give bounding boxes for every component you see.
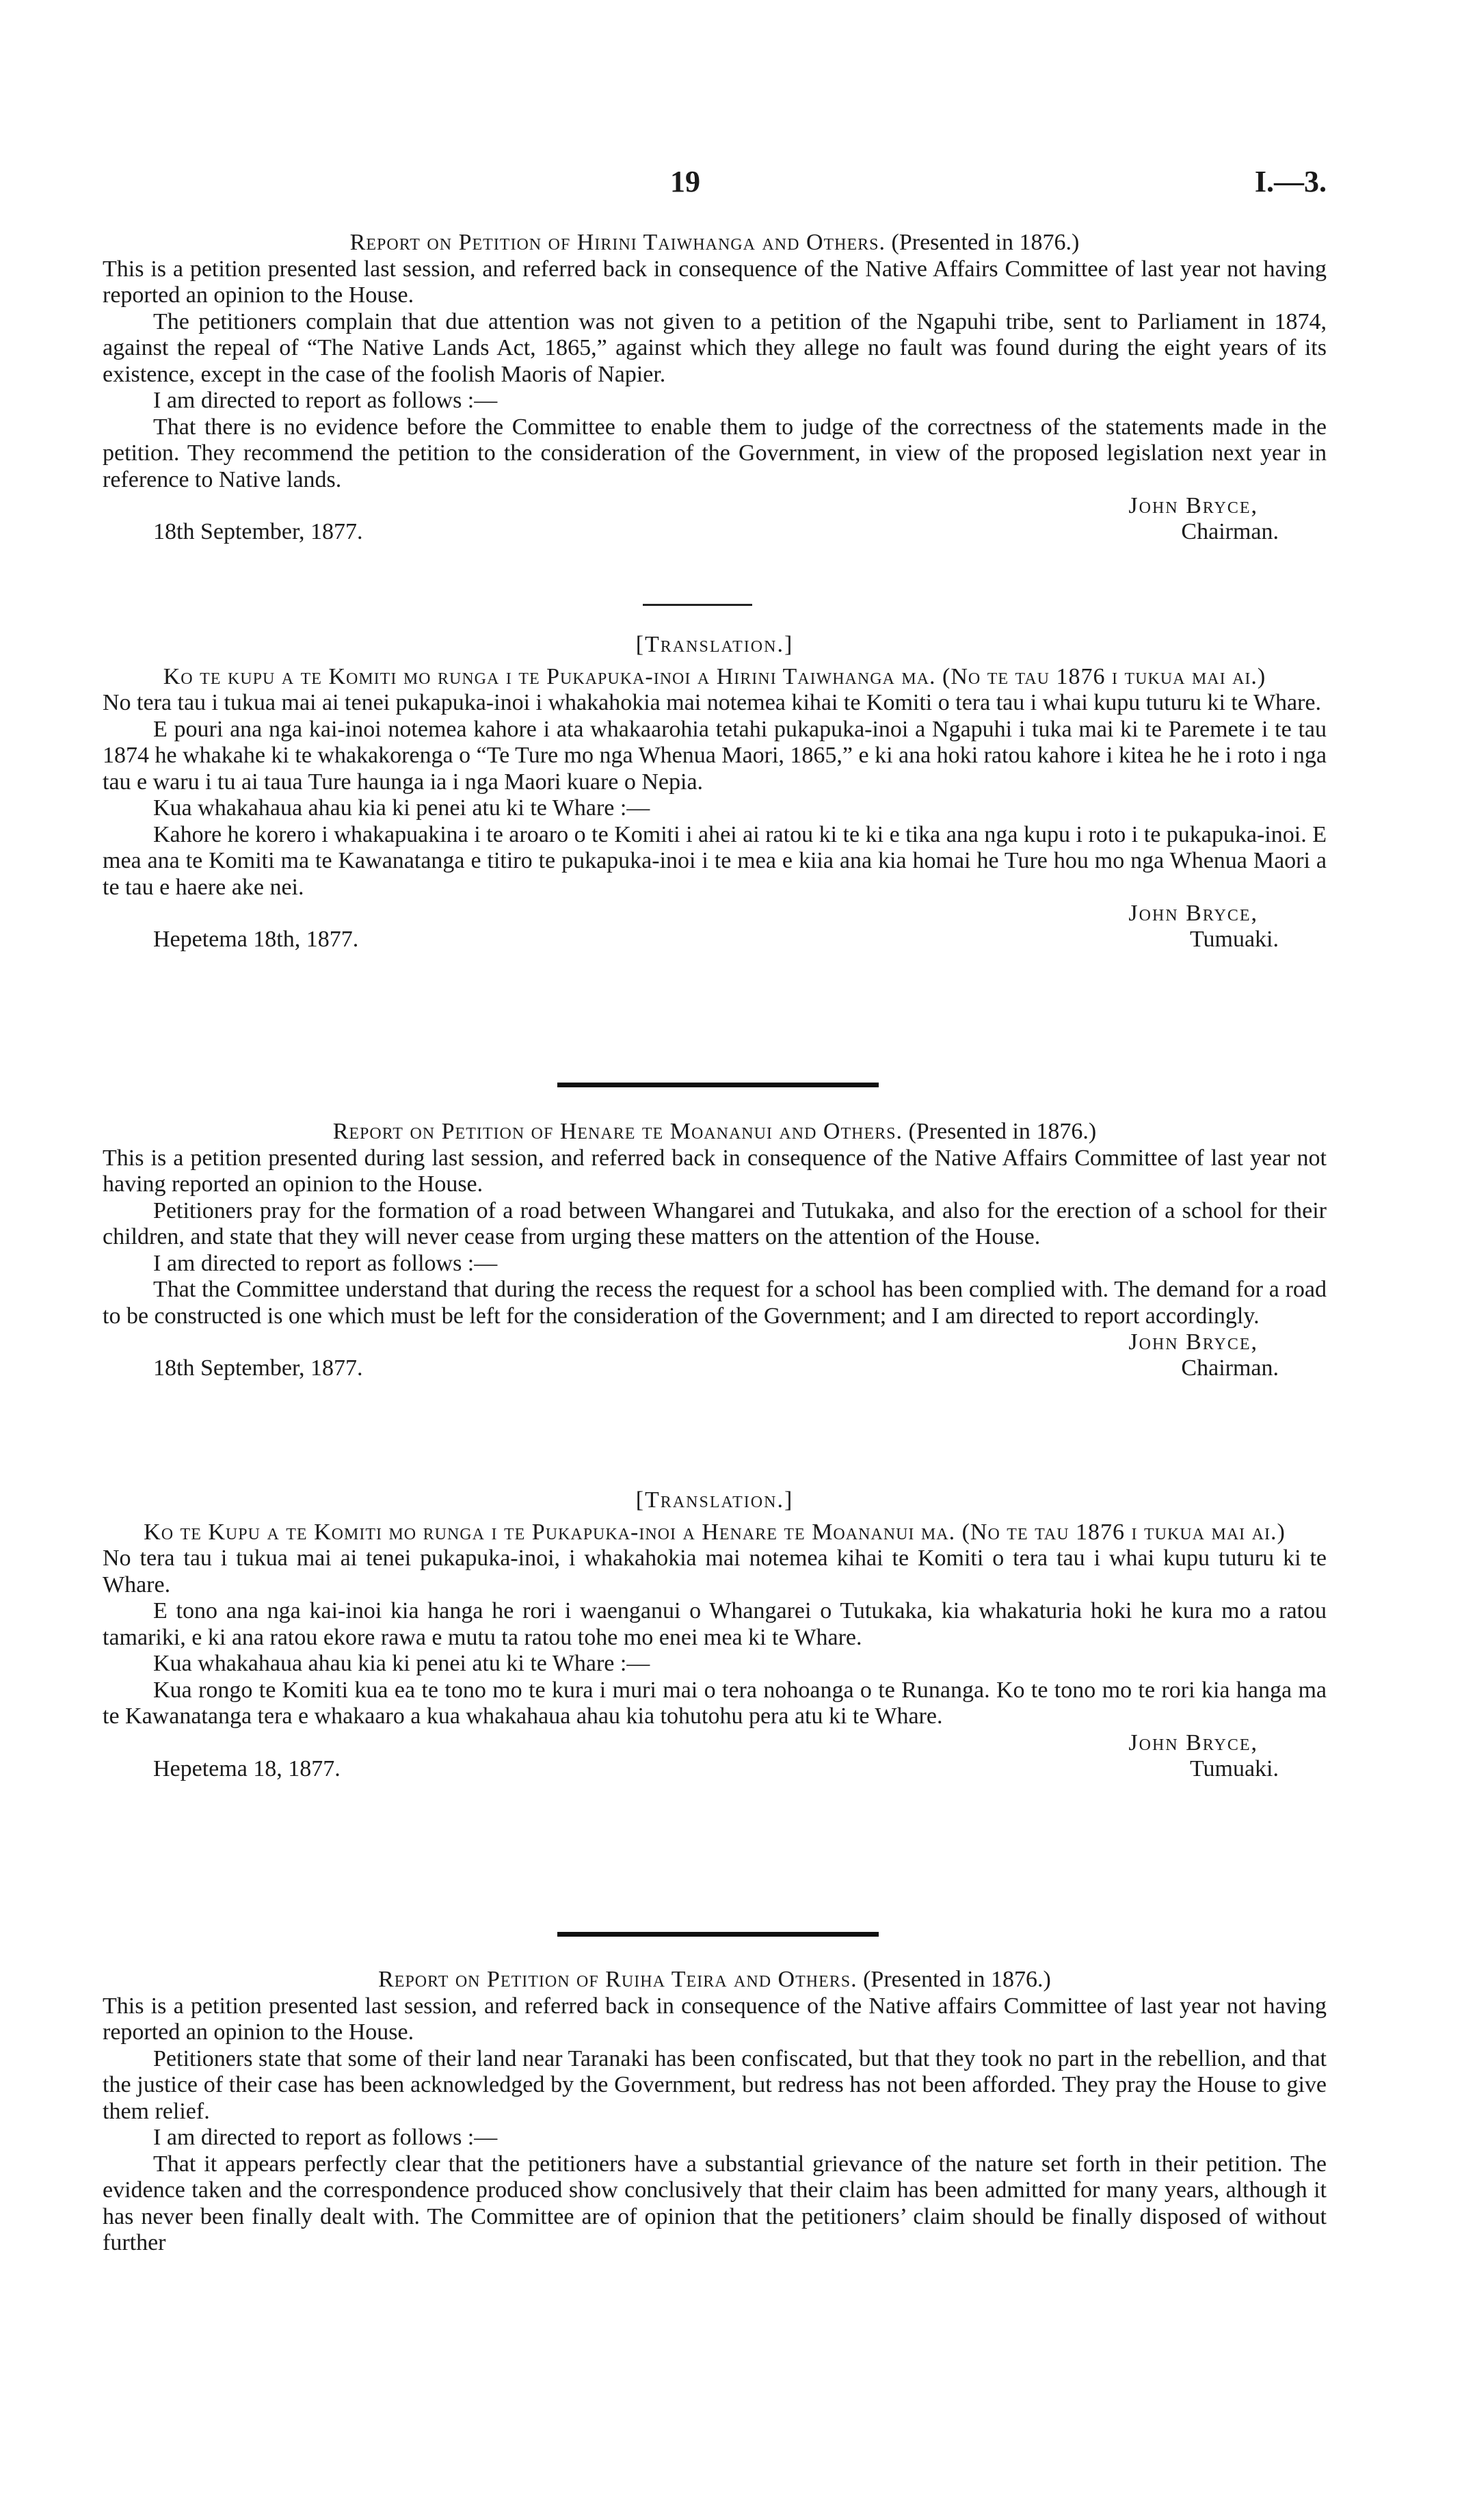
paragraph: This is a petition presented last session, and referred back in consequence of the Native Affairs Committee of last year not having reported an opinion to the House. xyxy=(103,256,1327,308)
translation-title: Ko te Kupu a te Komiti mo runga i te Pukapuka-inoi a Henare te Moananui ma. (No te tau 1876 i tukua mai ai.) xyxy=(144,1519,1286,1545)
report-title-text: Report on Petition of Ruiha Teira and Others. xyxy=(378,1967,858,1992)
translation-henare-te-moananui xyxy=(103,1487,1327,1783)
translation-title: Ko te kupu a te Komiti mo runga i te Pukapuka-inoi a Hirini Taiwhanga ma. (No te tau 1876 i tukua mai ai.) xyxy=(163,663,1266,689)
translation-hirini-taiwhanga xyxy=(103,632,1327,953)
report-title-presented: (Presented in 1876.) xyxy=(891,230,1080,255)
paragraph: Petitioners pray for the formation of a road between Whangarei and Tutukaka, and also for the erection of a school for their children, and state that they will never cease from urging these matters on the attention of the House. xyxy=(103,1197,1327,1249)
report-title-presented: (Presented in 1876.) xyxy=(863,1967,1051,1992)
divider-long xyxy=(557,1932,879,1937)
paragraph: I am directed to report as follows :— xyxy=(153,2125,498,2150)
paragraph: That there is no evidence before the Committee to enable them to judge of the correctness of the statements made in the petition. They recommend the petition to the consideration of the Government, in view of the proposed legislation next year in reference to Native lands. xyxy=(103,414,1327,492)
page-header xyxy=(103,164,1327,205)
signatory-name: John Bryce, xyxy=(1128,1729,1258,1755)
paragraph: No tera tau i tukua mai ai tenei pukapuka-inoi, i whakahokia mai notemea kihai te Komiti o tera tau i whai kupu tuturu ki te Whare. xyxy=(103,1546,1327,1597)
report-hirini-taiwhanga xyxy=(103,230,1327,546)
signature-block xyxy=(103,901,1327,953)
paragraph: No tera tau i tukua mai ai tenei pukapuka-inoi i whakahokia mai notemea kihai te Komiti o tera tau i whai kupu tuturu ki te Whare. xyxy=(103,690,1321,715)
paragraph: E tono ana nga kai-inoi kia hanga he rori i waenganui o Whangarei o Tutukaka, kia whakaturia hoki he kura mo a ratou tamariki, e ki ana ratou ekore rawa e mutu ta ratou tohe mo enei mea ki te Whare. xyxy=(103,1598,1327,1650)
report-title xyxy=(103,1967,1327,1993)
paragraph: I am directed to report as follows :— xyxy=(153,1250,498,1276)
signature-date: 18th September, 1877. xyxy=(153,1355,363,1381)
paragraph: Kahore he korero i whakapuakina i te aroaro o te Komiti i ahei ai ratou ki te ki e tika ana nga kupu i roto i te pukapuka-inoi. E mea ana te Komiti ma te Kawanatanga e titiro te pukapuka-inoi i te mea e kiia ana kia homai he Ture hou mo nga Whenua Maori a te tau e haere ake nei. xyxy=(103,821,1327,900)
signatory-name: John Bryce, xyxy=(1128,901,1258,926)
signatory-role: Tumuaki. xyxy=(1189,1755,1279,1781)
divider-long xyxy=(557,1083,879,1087)
report-title xyxy=(103,1119,1327,1145)
paragraph: I am directed to report as follows :— xyxy=(153,388,498,413)
signature-date: Hepetema 18th, 1877. xyxy=(153,927,359,952)
signatory-role: Tumuaki. xyxy=(1189,927,1279,952)
signatory-name: John Bryce, xyxy=(1128,493,1258,518)
signatory-role: Chairman. xyxy=(1181,1355,1279,1381)
signature-block xyxy=(103,1329,1327,1382)
translation-label: [Translation.] xyxy=(635,632,794,657)
paragraph: That the Committee understand that during the recess the request for a school has been complied with. The demand for a road to be constructed is one which must be left for the consideration of the Government; and I am directed to report accordingly. xyxy=(103,1277,1327,1329)
signatory-name: John Bryce, xyxy=(1128,1329,1258,1355)
signatory-role: Chairman. xyxy=(1181,519,1279,544)
report-title-text: Report on Petition of Hirini Taiwhanga and Others. xyxy=(349,230,886,255)
paragraph: E pouri ana nga kai-inoi notemea kahore i ata whakaarohia tetahi pukapuka-inoi a Ngapuhi i tuka mai ki te Paremete i te tau 1874 he whakahe ki te whakakorenga o “Te Ture mo nga Whenua Maori, 1865,” e ki ana hoki ratou kahore i kitea he he i roto i nga tau e waru i tu ai taua Ture haunga ia i nga Maori kuare o Nepia. xyxy=(103,716,1327,795)
translation-label: [Translation.] xyxy=(635,1487,794,1513)
paragraph: This is a petition presented during last session, and referred back in consequence of the Native Affairs Committee of last year not having reported an opinion to the House. xyxy=(103,1145,1327,1197)
report-henare-te-moananui xyxy=(103,1119,1327,1382)
paper-reference: I.—3. xyxy=(1254,165,1327,198)
signature-block xyxy=(103,1730,1327,1783)
signature-date: Hepetema 18, 1877. xyxy=(153,1755,341,1781)
divider-short xyxy=(643,604,752,606)
report-title-presented: (Presented in 1876.) xyxy=(908,1119,1097,1144)
document-page xyxy=(103,0,1327,2520)
paragraph: The petitioners complain that due attention was not given to a petition of the Ngapuhi tribe, sent to Parliament in 1874, against the repeal of “The Native Lands Act, 1865,” against which they allege no fault was found during the eight years of its existence, except in the case of the foolish Maoris of Napier. xyxy=(103,308,1327,387)
report-title xyxy=(103,230,1327,256)
report-title-text: Report on Petition of Henare te Moananui and Others. xyxy=(332,1119,903,1144)
paragraph: This is a petition presented last session, and referred back in consequence of the Native affairs Committee of last year not having reported an opinion to the House. xyxy=(103,1993,1327,2045)
paragraph: Kua whakahaua ahau kia ki penei atu ki te Whare :— xyxy=(153,795,650,821)
page-number: 19 xyxy=(670,165,700,198)
paragraph: Petitioners state that some of their land near Taranaki has been confiscated, but that they took no part in the rebellion, and that the justice of their case has been acknowledged by the Government, but redress has not been afforded. They pray the House to give them relief. xyxy=(103,2045,1327,2124)
report-ruiha-teira xyxy=(103,1967,1327,2257)
paragraph: That it appears perfectly clear that the petitioners have a substantial grievance of the nature set forth in their petition. The evidence taken and the correspondence produced show conclusively that their claim has been admitted for many years, although it has never been finally dealt with. The Committee are of opinion that the petitioners’ claim should be finally disposed of without further xyxy=(103,2151,1327,2255)
signature-block xyxy=(103,493,1327,546)
signature-date: 18th September, 1877. xyxy=(153,519,363,544)
paragraph: Kua rongo te Komiti kua ea te tono mo te kura i muri mai o tera nohoanga o te Runanga. Ko te tono mo te rori kia hanga ma te Kawanatanga tera e whakaaro a kua whakahaua ahau kia tohutohu pera atu ki te Whare. xyxy=(103,1677,1327,1729)
paragraph: Kua whakahaua ahau kia ki penei atu ki te Whare :— xyxy=(153,1651,650,1676)
